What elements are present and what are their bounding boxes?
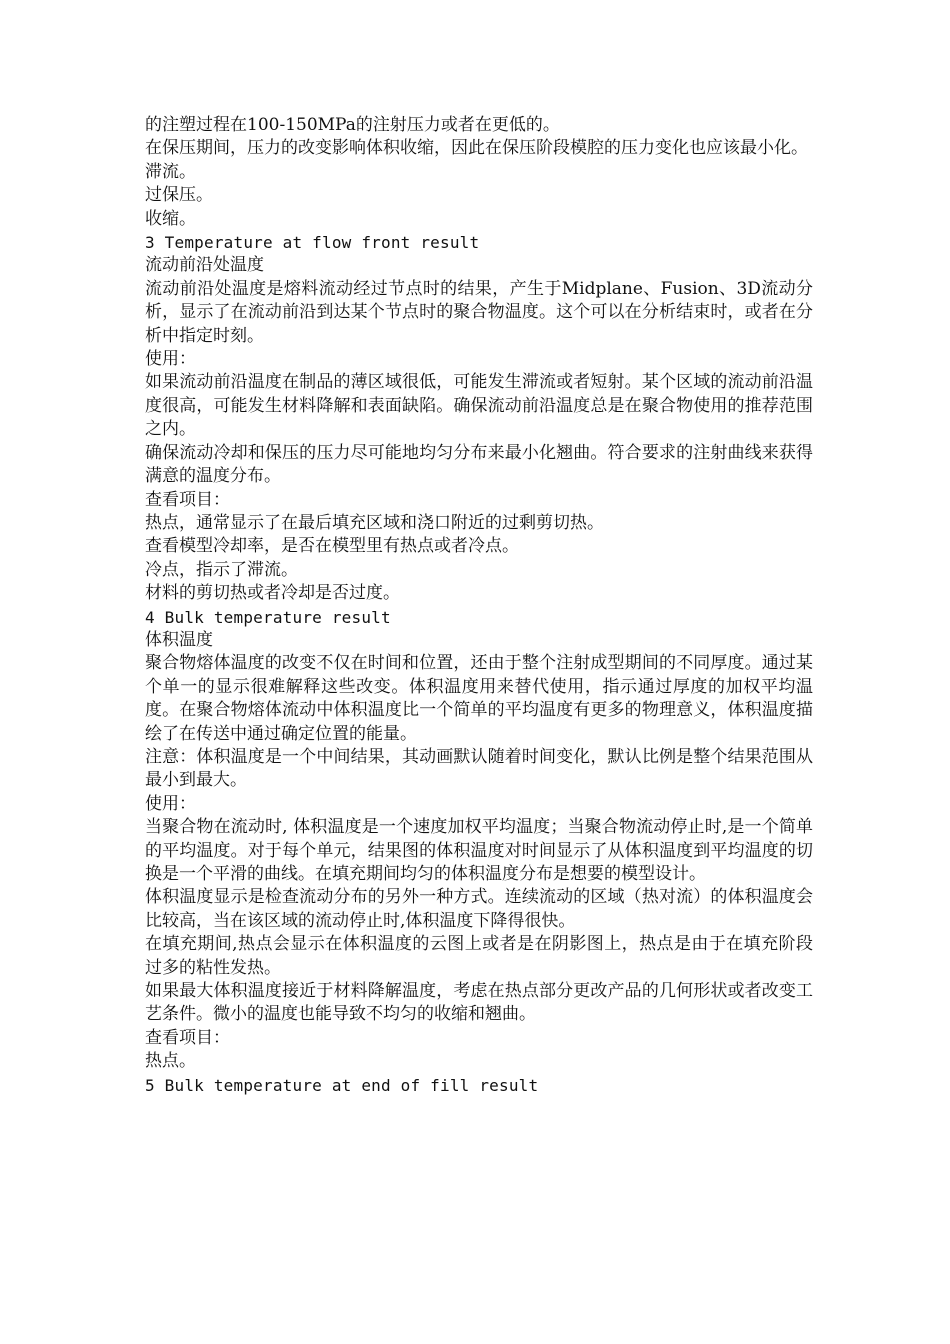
- paragraph: 体积温度显示是检查流动分布的另外一种方式。连续流动的区域（热对流）的体积温度会比较高，当在该区域的流动停止时,体积温度下降得很快。: [145, 887, 813, 931]
- document-page: [145, 114, 813, 1097]
- section-heading: 4 Bulk temperature result: [145, 607, 391, 627]
- paragraph: 注意：体积温度是一个中间结果，其动画默认随着时间变化，默认比例是整个结果范围从最小到最大。: [145, 746, 813, 791]
- paragraph: 在填充期间,热点会显示在体积温度的云图上或者是在阴影图上，热点是由于在填充阶段过多的粘性发热。: [145, 934, 813, 978]
- paragraph: 冷点，指示了滞流。: [145, 559, 298, 580]
- paragraph: 查看项目：: [145, 489, 230, 510]
- paragraph: 收缩。: [145, 208, 196, 229]
- section-heading: 5 Bulk temperature at end of fill result: [145, 1075, 539, 1095]
- paragraph: 查看项目：: [145, 1027, 230, 1048]
- paragraph: 热点，通常显示了在最后填充区域和浇口附近的过剩剪切热。: [145, 512, 604, 533]
- paragraph: 如果最大体积温度接近于材料降解温度，考虑在热点部分更改产品的几何形状或者改变工艺条件。微小的温度也能导致不均匀的收缩和翘曲。: [145, 981, 813, 1025]
- section-heading: 3 Temperature at flow front result: [145, 233, 480, 253]
- paragraph: 体积温度: [145, 629, 213, 650]
- paragraph: 使用：: [145, 349, 196, 370]
- paragraph: 聚合物熔体温度的改变不仅在时间和位置，还由于整个注射成型期间的不同厚度。通过某个单一的显示很难解释这些改变。体积温度用来替代使用，指示通过厚度的加权平均温度。在聚合物熔体流动中体积温度比一个简单的平均温度有更多的物理意义，体积温度描绘了在传送中通过确定位置的能量。: [145, 653, 813, 744]
- paragraph: 查看模型冷却率，是否在模型里有热点或者冷点。: [145, 536, 519, 557]
- paragraph: 滞流。: [145, 161, 196, 182]
- paragraph: 过保压。: [145, 185, 213, 206]
- paragraph: 材料的剪切热或者冷却是否过度。: [145, 583, 400, 604]
- paragraph: 热点。: [145, 1051, 196, 1072]
- paragraph: 在保压期间，压力的改变影响体积收缩，因此在保压阶段模腔的压力变化也应该最小化。: [145, 138, 808, 159]
- paragraph: 当聚合物在流动时, 体积温度是一个速度加权平均温度；当聚合物流动停止时,是一个简单的平均温度。对于每个单元，结果图的体积温度对时间显示了从体积温度到平均温度的切换是一个平滑的曲线。在填充期间均匀的体积温度分布是想要的模型设计。: [145, 817, 813, 884]
- paragraph: 流动前沿处温度是熔料流动经过节点时的结果，产生于Midplane、Fusion、3D流动分析，显示了在流动前沿到达某个节点时的聚合物温度。这个可以在分析结束时，或者在分析中指定时刻。: [145, 278, 813, 346]
- paragraph: 使用：: [145, 793, 196, 814]
- paragraph: 的注塑过程在100-150MPa的注射压力或者在更低的。: [145, 115, 560, 135]
- paragraph: 如果流动前沿温度在制品的薄区域很低，可能发生滞流或者短射。某个区域的流动前沿温度很高，可能发生材料降解和表面缺陷。确保流动前沿温度总是在聚合物使用的推荐范围之内。: [145, 372, 813, 440]
- paragraph: 流动前沿处温度: [145, 255, 264, 276]
- paragraph: 确保流动冷却和保压的压力尽可能地均匀分布来最小化翘曲。符合要求的注射曲线来获得满意的温度分布。: [145, 442, 813, 487]
